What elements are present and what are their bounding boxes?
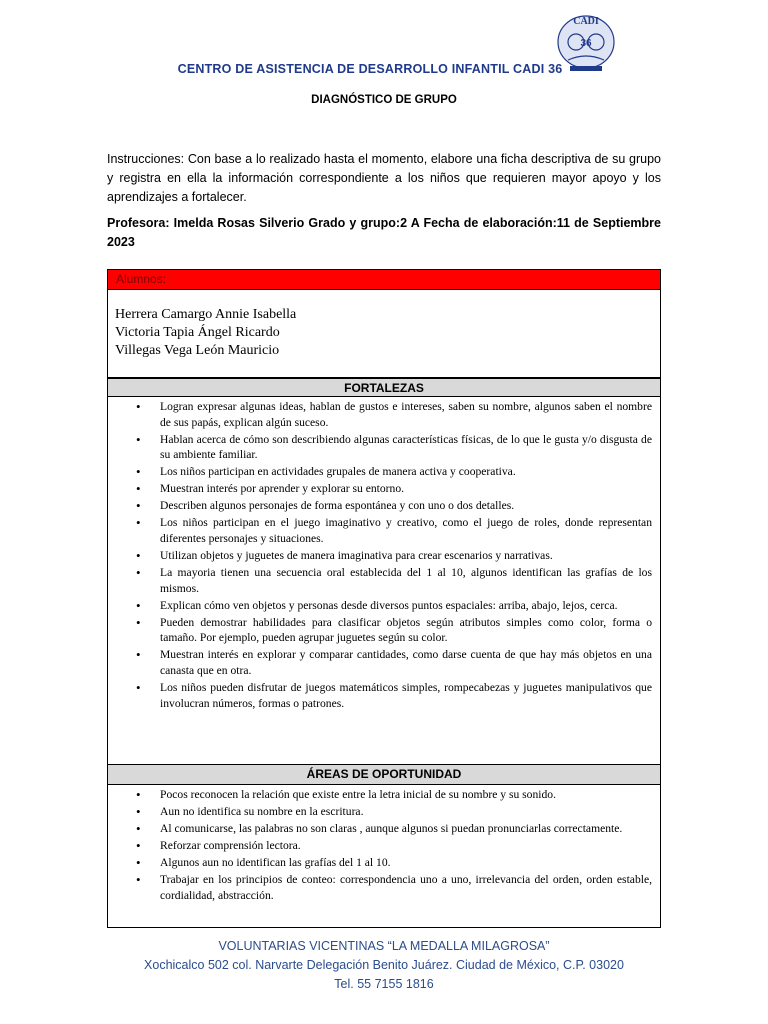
footer-organization: VOLUNTARIAS VICENTINAS “LA MEDALLA MILAGROSA” bbox=[218, 939, 550, 953]
list-item: • Los niños pueden disfrutar de juegos matemáticos simples, rompecabezas y juguetes manipulativos que involucran números, formas o patrones. bbox=[160, 680, 652, 711]
list-item: • Los niños participan en actividades grupales de manera activa y cooperativa. bbox=[160, 464, 652, 480]
list-item: • Utilizan objetos y juguetes de manera imaginativa para crear escenarios y narrativas. bbox=[160, 548, 652, 564]
fortalezas-header: FORTALEZAS bbox=[108, 378, 660, 397]
list-item: • Logran expresar algunas ideas, hablan de gustos e intereses, saben su nombre, algunos saben el nombre de sus papás, explican algún suceso. bbox=[160, 399, 652, 430]
student-name: Villegas Vega León Mauricio bbox=[115, 343, 280, 358]
list-item: • Hablan acerca de cómo son describiendo algunas características físicas, de lo que le gusta y/o disgusta de su ambiente familiar. bbox=[160, 432, 652, 463]
logo-number: 36 bbox=[580, 38, 592, 49]
list-item: • Trabajar en los principios de conteo: correspondencia uno a uno, irrelevancia del orden, orden estable, cordialidad, abstracción. bbox=[160, 872, 652, 903]
list-item: • Describen algunos personajes de forma espontánea y con uno o dos detalles. bbox=[160, 498, 652, 514]
logo-text: CADI bbox=[573, 16, 599, 27]
areas-section bbox=[108, 785, 660, 927]
list-item: • Muestran interés en explorar y comparar cantidades, como darse cuenta de que hay más objetos en una canasta que en otra. bbox=[160, 647, 652, 678]
alumnos-header: Alumnos: bbox=[108, 270, 660, 290]
list-item: • Reforzar comprensión lectora. bbox=[160, 838, 652, 854]
areas-list bbox=[108, 785, 660, 903]
footer bbox=[0, 937, 768, 994]
instructions-paragraph: Instrucciones: Con base a lo realizado hasta el momento, elabore una ficha descriptiva de su grupo y registra en ella la información correspondiente a los niños que requieren mayor apoyo y los aprendizajes a fortalecer. bbox=[107, 152, 661, 204]
document-title: DIAGNÓSTICO DE GRUPO bbox=[311, 94, 457, 106]
teacher-info: Profesora: Imelda Rosas Silverio Grado y grupo:2 A Fecha de elaboración:11 de Septiembre 2023 bbox=[107, 216, 661, 249]
fortalezas-section bbox=[108, 397, 660, 765]
list-item: • Aun no identifica su nombre en la escritura. bbox=[160, 804, 652, 820]
list-item: • Pocos reconocen la relación que existe entre la letra inicial de su nombre y su sonido. bbox=[160, 787, 652, 803]
list-item: • Pueden demostrar habilidades para clasificar objetos según atributos simples como color, forma o tamaño. Por ejemplo, pueden agrupar juguetes según su color. bbox=[160, 615, 652, 646]
list-item: • Al comunicarse, las palabras no son claras , aunque algunos si puedan pronunciarlas correctamente. bbox=[160, 821, 652, 837]
fortalezas-list bbox=[108, 397, 660, 711]
footer-address: Xochicalco 502 col. Narvarte Delegación Benito Juárez. Ciudad de México, C.P. 03020 bbox=[144, 958, 624, 972]
student-name: Victoria Tapia Ángel Ricardo bbox=[115, 325, 280, 340]
list-item: • La mayoria tienen una secuencia oral establecida del 1 al 10, algunos identifican las grafías de los mismos. bbox=[160, 565, 652, 596]
institution-name: CENTRO DE ASISTENCIA DE DESARROLLO INFANTIL CADI 36 bbox=[177, 62, 563, 76]
group-diagnosis-table bbox=[107, 269, 661, 928]
list-item: • Algunos aun no identifican las grafías del 1 al 10. bbox=[160, 855, 652, 871]
alumnos-list bbox=[108, 290, 660, 378]
areas-header: ÁREAS DE OPORTUNIDAD bbox=[108, 765, 660, 785]
footer-phone: Tel. 55 7155 1816 bbox=[334, 977, 434, 991]
list-item: • Muestran interés por aprender y explorar su entorno. bbox=[160, 481, 652, 497]
list-item: • Los niños participan en el juego imaginativo y creativo, como el juego de roles, donde representan diferentes personajes y situaciones. bbox=[160, 515, 652, 546]
list-item: • Explican cómo ven objetos y personas desde diversos puntos espaciales: arriba, abajo, lejos, cerca. bbox=[160, 598, 652, 614]
student-name: Herrera Camargo Annie Isabella bbox=[115, 307, 297, 322]
